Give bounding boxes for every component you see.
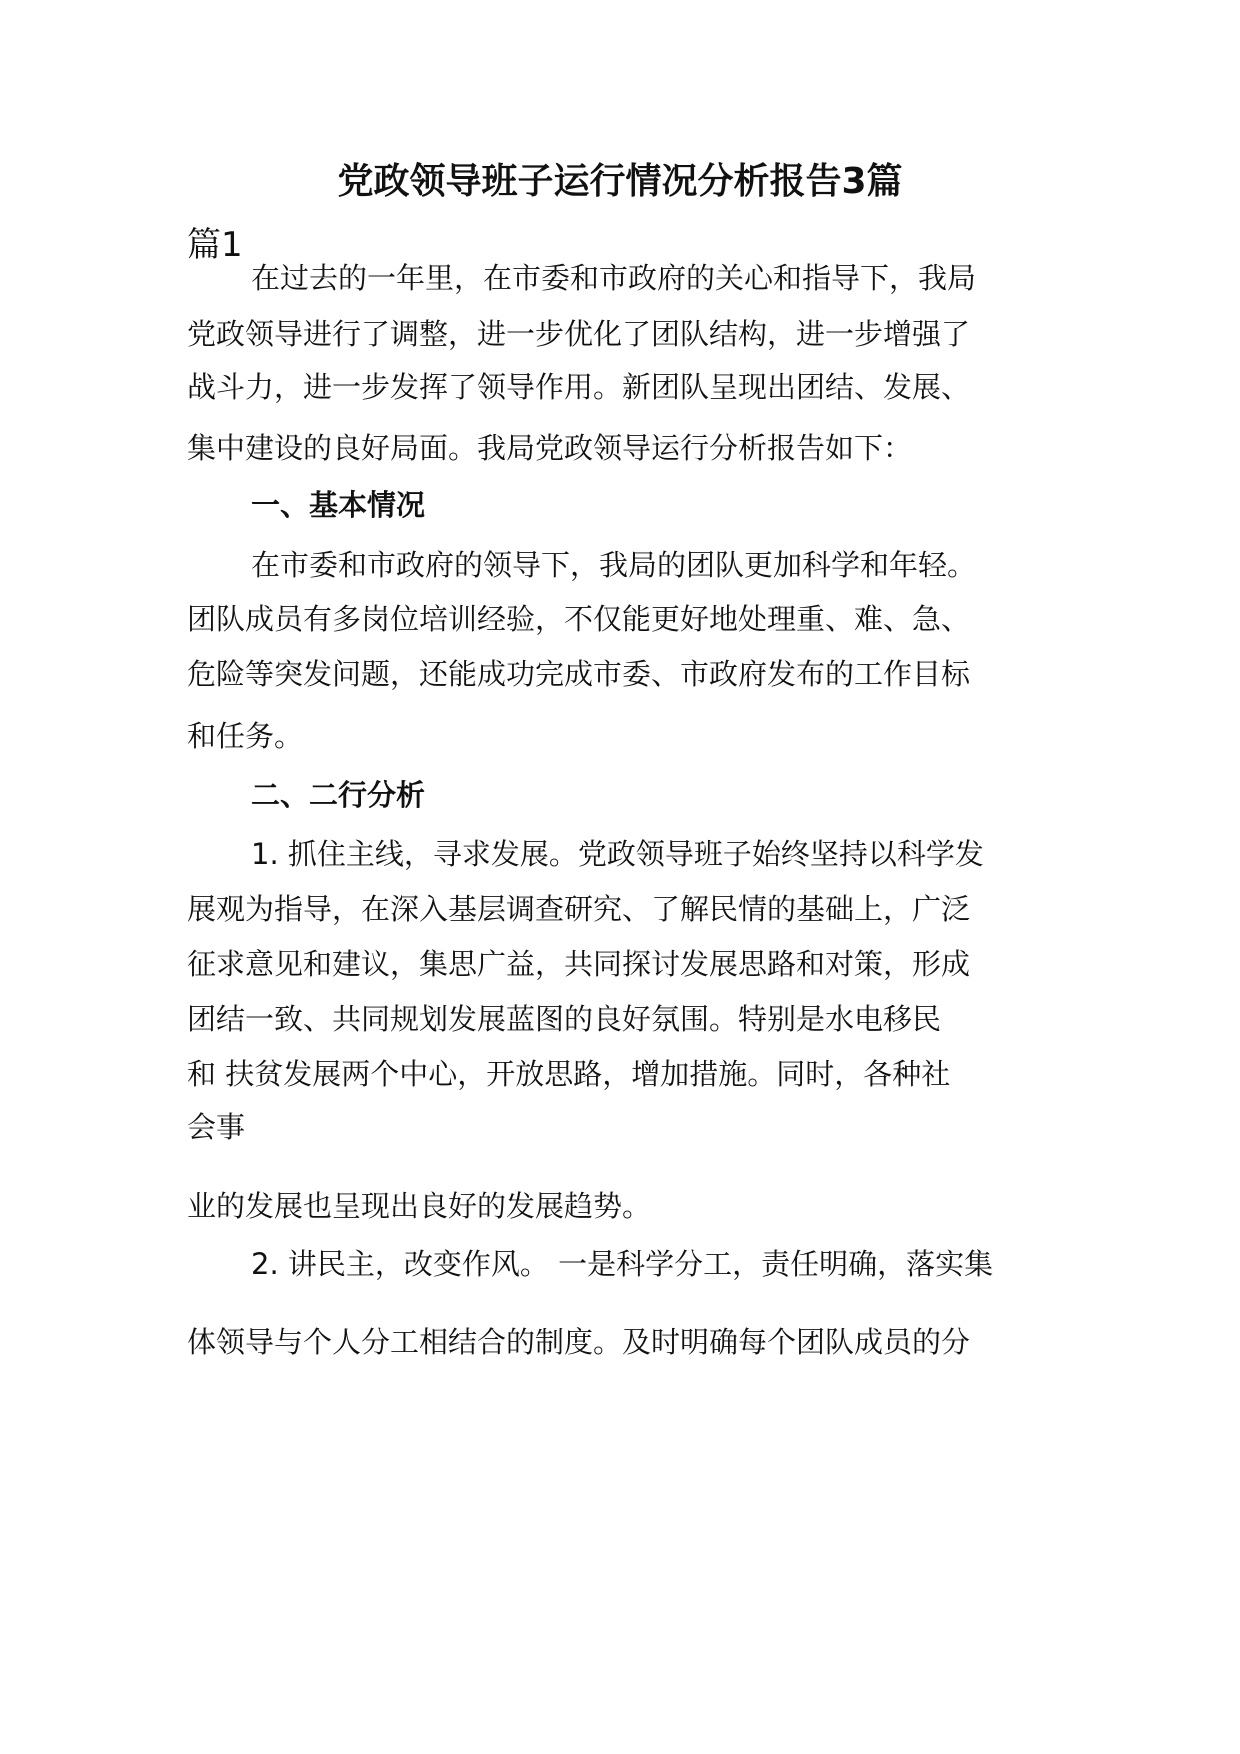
section-heading: 一、基本情况 [251, 488, 426, 522]
paragraph-line: 征求意见和建议，集思广益，共同探讨发展思路和对策，形成 [187, 947, 971, 981]
paragraph-line: 党政领导进行了调整，进一步优化了团队结构，进一步增强了 [187, 317, 971, 351]
paragraph-line: 危险等突发问题，还能成功完成市委、市政府发布的工作目标 [187, 657, 971, 691]
paragraph-line: 展观为指导，在深入基层调查研究、了解民情的基础上，广泛 [187, 892, 971, 926]
paragraph-line: 团队成员有多岗位培训经验，不仅能更好地处理重、难、急、 [187, 602, 971, 636]
paragraph-line: 团结一致、共同规划发展蓝图的良好氛围。特别是水电移民 [187, 1002, 942, 1036]
paragraph-line: 在市委和市政府的领导下，我局的团队更加科学和年轻。 [251, 548, 977, 582]
paragraph-line: 业的发展也呈现出良好的发展趋势。 [187, 1189, 652, 1223]
paragraph-line: 战斗力，进一步发挥了领导作用。新团队呈现出团结、发展、 [187, 370, 971, 404]
paragraph-line: 在过去的一年里，在市委和市政府的关心和指导下，我局 [251, 261, 977, 295]
paragraph-line: 会事 [187, 1110, 246, 1144]
paragraph-line: 和 扶贫发展两个中心，开放思路，增加措施。同时，各种社 [187, 1057, 951, 1091]
paragraph-line: 体领导与个人分工相结合的制度。及时明确每个团队成员的分 [187, 1325, 971, 1359]
section-heading: 二、二行分析 [251, 778, 426, 812]
paragraph-line: 集中建设的良好局面。我局党政领导运行分析报告如下： [187, 431, 913, 465]
document-title: 党政领导班子运行情况分析报告3篇 [337, 161, 903, 202]
paragraph-line: 和任务。 [187, 719, 304, 753]
paragraph-line: 1. 抓住主线，寻求发展。党政领导班子始终坚持以科学发 [251, 837, 984, 871]
section-label: 篇1 [187, 225, 243, 265]
paragraph-line: 2. 讲民主，改变作风。 一是科学分工，责任明确，落实集 [251, 1247, 994, 1281]
